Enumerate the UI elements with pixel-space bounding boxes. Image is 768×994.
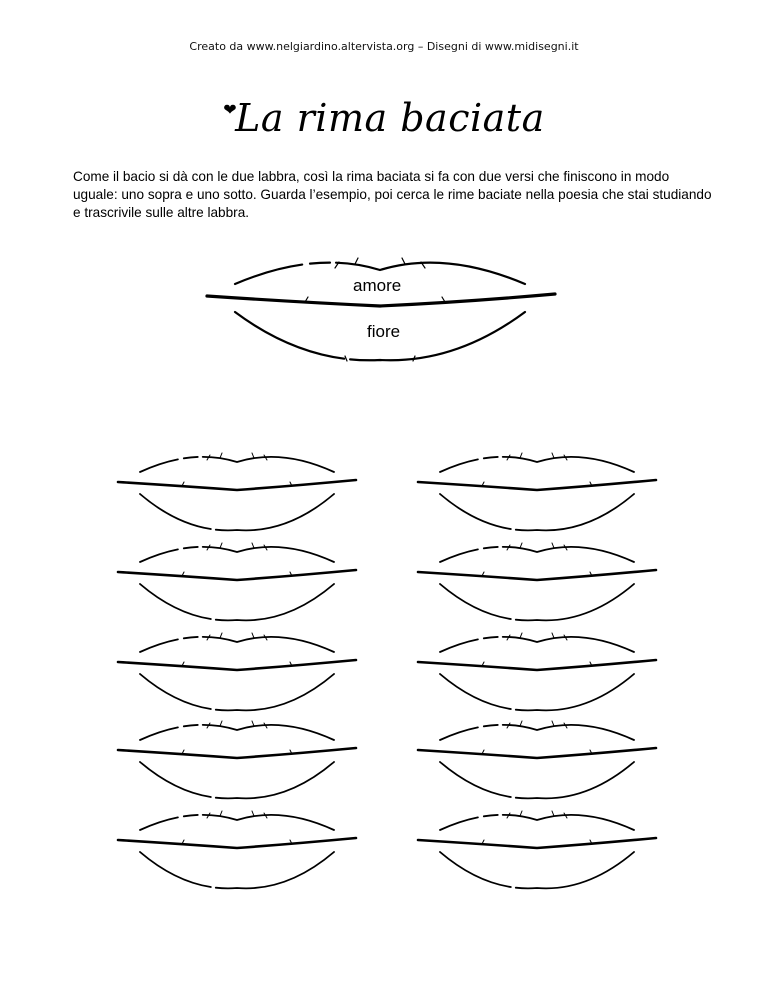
blank-lips-icon — [112, 450, 362, 540]
example-bottom-word: fiore — [367, 322, 401, 341]
blank-lips-icon — [112, 630, 362, 720]
blank-lips-5 — [112, 630, 362, 720]
blank-lips-8 — [412, 718, 662, 808]
blank-lips-icon — [112, 718, 362, 808]
blank-lips-4 — [412, 540, 662, 630]
instructions-paragraph: Come il bacio si dà con le due labbra, così la rima baciata si fa con due versi che finiscono in modo uguale: uno sopra e uno sotto. Guarda l’esempio, poi cerca le rime baciate nella poesia che stai studiando e trascrivile sulle altre labbra. — [73, 169, 712, 220]
blank-lips-2 — [412, 450, 662, 540]
blank-lips-6 — [412, 630, 662, 720]
blank-lips-1 — [112, 450, 362, 540]
hearts-icon: ❤ — [223, 100, 238, 119]
example-lips — [195, 252, 565, 382]
blank-lips-3 — [112, 540, 362, 630]
page-title-text: La rima baciata — [235, 96, 545, 140]
page-title — [0, 96, 768, 140]
blank-lips-icon — [412, 718, 662, 808]
blank-lips-9 — [112, 808, 362, 898]
lips-drawing-icon — [195, 252, 565, 382]
blank-lips-icon — [412, 808, 662, 898]
blank-lips-10 — [412, 808, 662, 898]
blank-lips-icon — [412, 450, 662, 540]
blank-lips-icon — [112, 540, 362, 630]
blank-lips-icon — [412, 540, 662, 630]
blank-lips-icon — [412, 630, 662, 720]
page-credit-header: Creato da www.nelgiardino.altervista.org – Disegni di www.midisegni.it — [189, 40, 579, 53]
example-top-word: amore — [353, 276, 402, 295]
blank-lips-icon — [112, 808, 362, 898]
blank-lips-7 — [112, 718, 362, 808]
